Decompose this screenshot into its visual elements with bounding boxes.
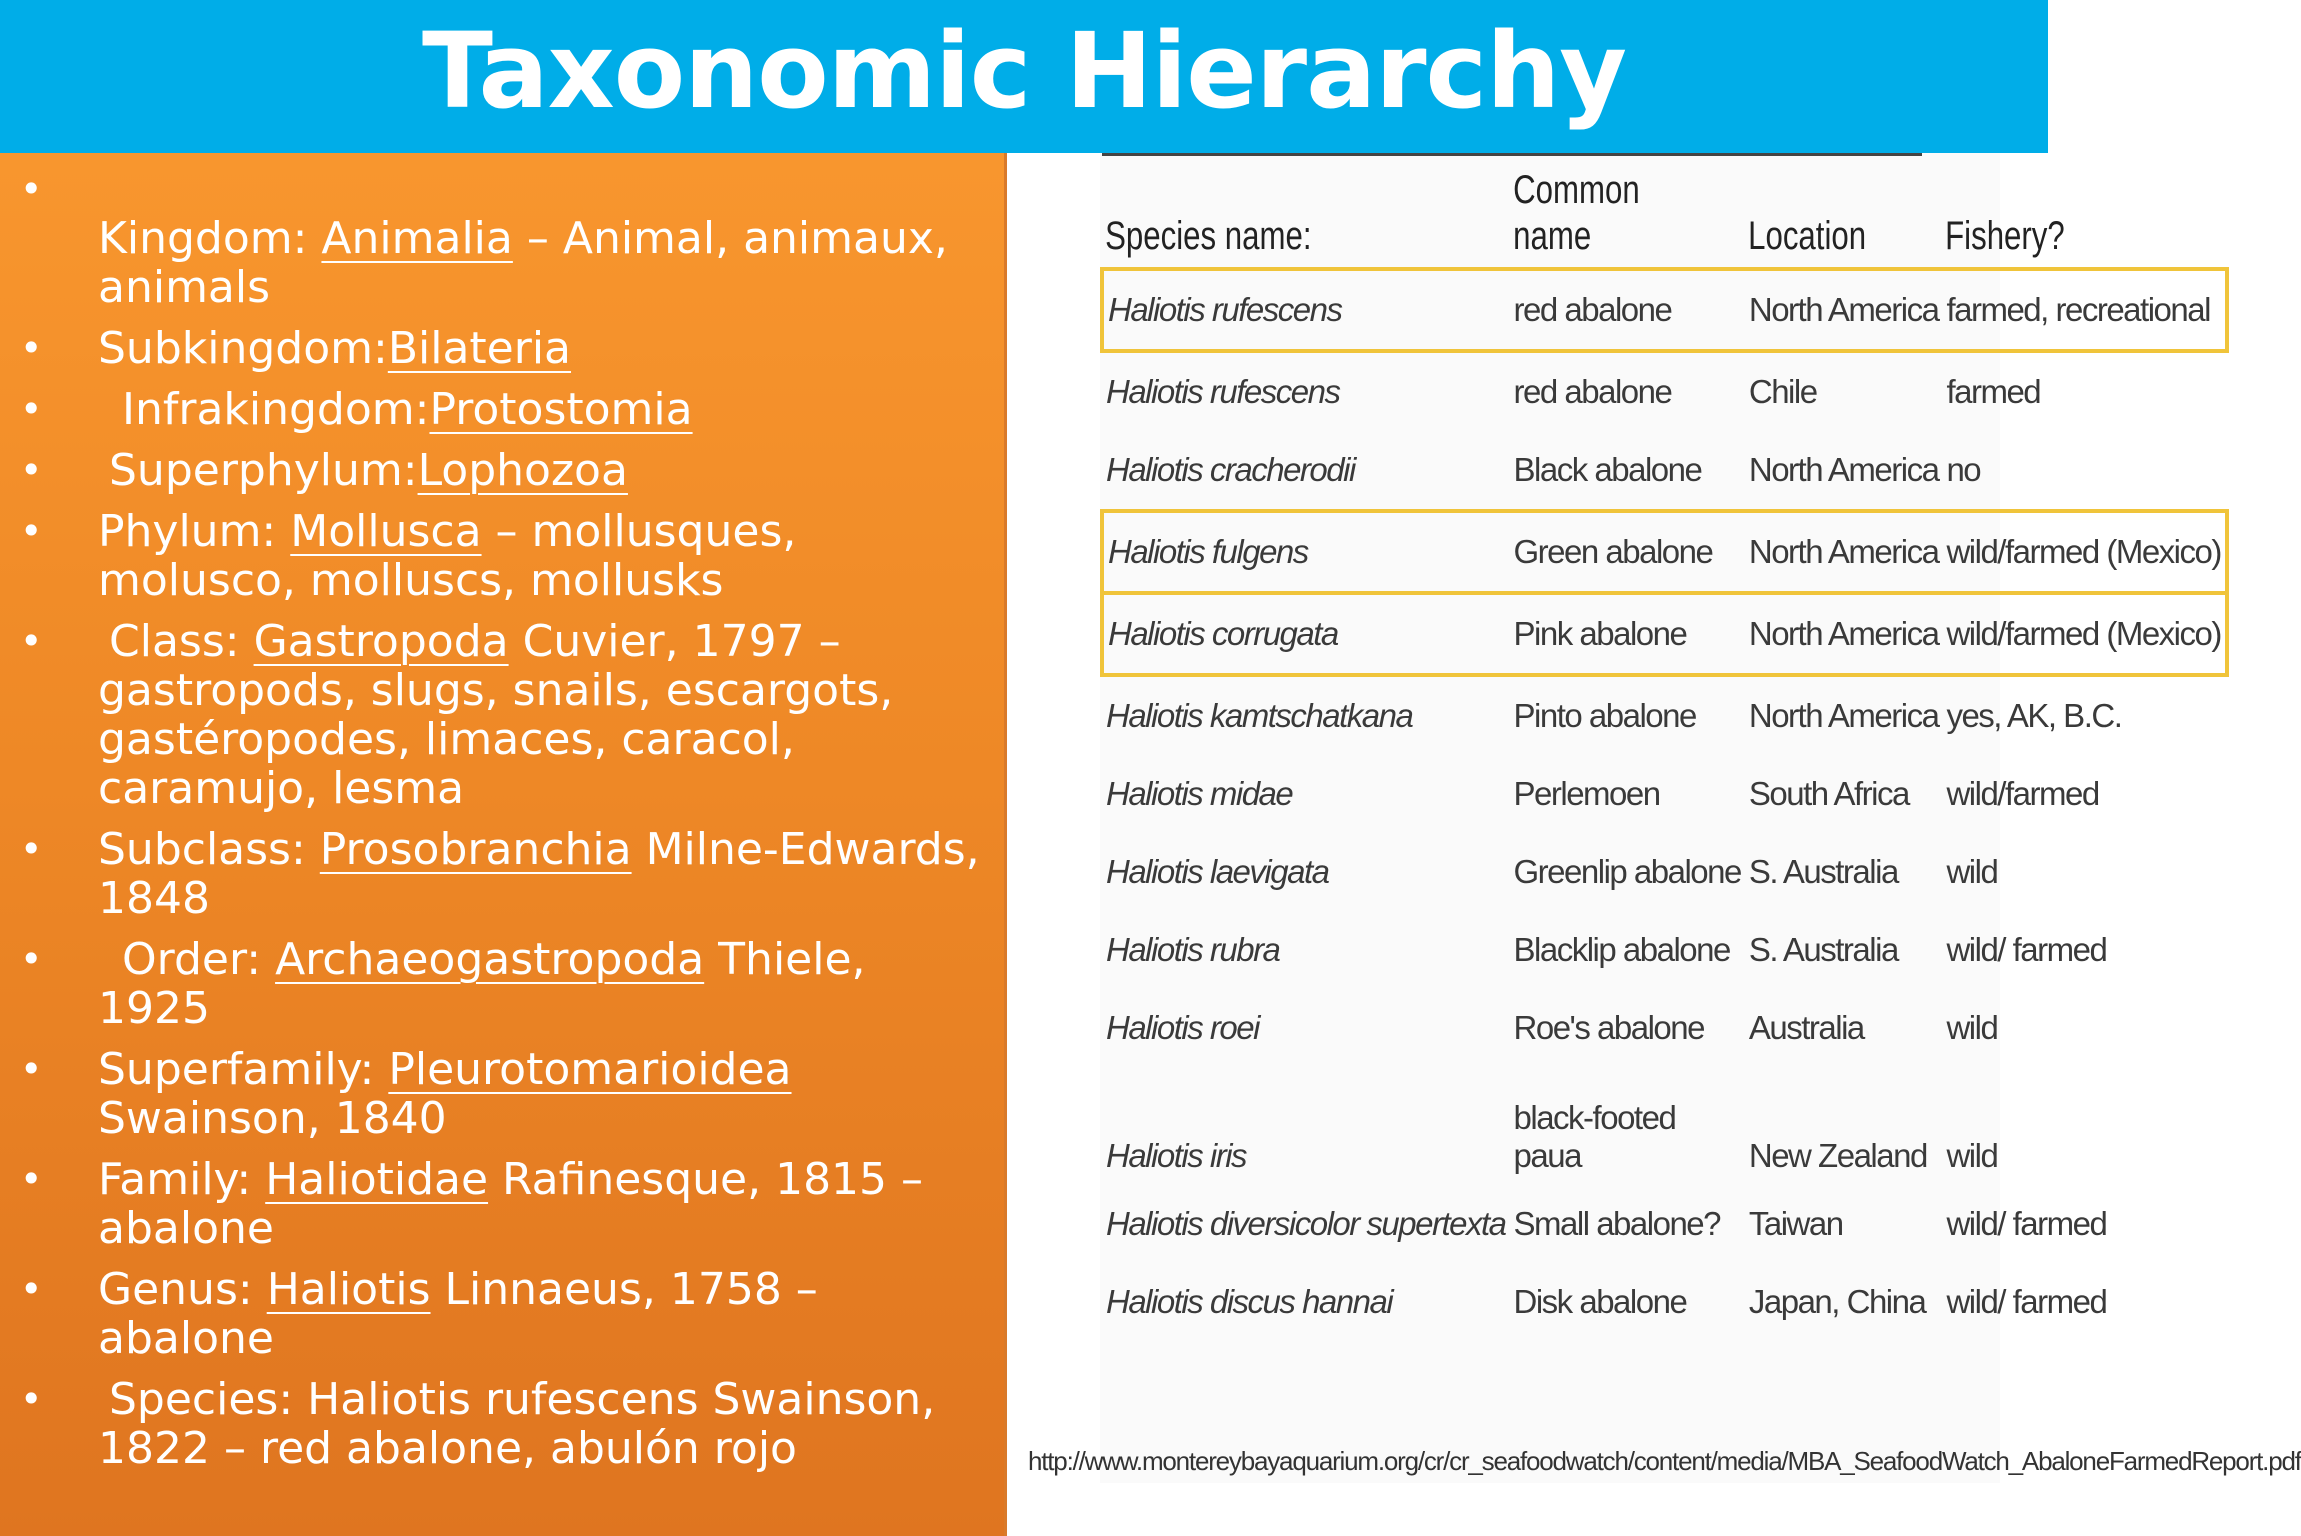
common-name-cell: Green abalone — [1510, 511, 1745, 593]
fishery-cell: farmed, recreational — [1942, 269, 2226, 351]
table-row — [1102, 833, 2227, 911]
header-fishery: Fishery? — [1942, 167, 2164, 269]
species-cell: Haliotis midae — [1106, 775, 1293, 812]
common-name-cell: Pink abalone — [1510, 593, 1745, 675]
table-body — [1102, 269, 2227, 1341]
table-row — [1102, 431, 2227, 511]
species-cell: Haliotis cracherodii — [1106, 451, 1355, 488]
common-name-cell: Small abalone? — [1513, 1205, 1721, 1242]
table-row — [1102, 593, 2227, 675]
rank-detail: – mollusques, molusco, molluscs, mollusks — [98, 506, 797, 606]
rank-detail: Cuvier, 1797 – gastropods, slugs, snails, escargots, gastéropodes, limaces, caracol, caramujo, lesma — [98, 616, 894, 814]
taxon-link[interactable]: Haliotidae — [265, 1154, 489, 1205]
table-top-rule — [1102, 153, 1922, 156]
fishery-cell: wild — [1946, 853, 1998, 890]
header-location: Location — [1745, 167, 1899, 269]
species-table — [1100, 167, 2229, 1341]
fishery-cell: wild — [1946, 1137, 1998, 1174]
fishery-cell: farmed — [1946, 373, 2041, 410]
table-row — [1102, 755, 2227, 833]
bullet-icon: • — [20, 619, 43, 663]
taxon-link[interactable]: Haliotis — [266, 1264, 431, 1315]
taxon-link[interactable]: Archaeogastropoda — [275, 934, 705, 985]
common-name-cell: red abalone — [1513, 373, 1672, 410]
location-cell: North America — [1745, 269, 1943, 351]
rank-detail: Linnaeus, 1758 – abalone — [98, 1264, 818, 1364]
fishery-cell: wild/ farmed — [1946, 1205, 2107, 1242]
table-row — [1102, 675, 2227, 755]
rank-label: Class: — [109, 616, 254, 667]
taxonomy-panel — [0, 153, 1007, 1536]
list-item-superphylum — [0, 446, 1000, 495]
taxon-link[interactable]: Mollusca — [290, 506, 482, 557]
fishery-cell: wild/farmed — [1946, 775, 2099, 812]
rank-detail: – Animal, animaux, animals — [98, 213, 948, 313]
common-name-cell: Disk abalone — [1513, 1283, 1687, 1320]
rank-label: Family: — [98, 1154, 266, 1205]
taxon-link[interactable]: Lophozoa — [417, 445, 628, 496]
bullet-icon: • — [20, 827, 43, 871]
list-item-order — [0, 935, 1000, 1033]
list-item-infrakingdom — [0, 385, 1000, 434]
location-cell: North America — [1748, 697, 1939, 734]
slide-title: Taxonomic Hierarchy — [421, 9, 1627, 132]
title-bar — [0, 0, 2048, 153]
location-cell: North America — [1745, 593, 1943, 675]
header-species: Species name: — [1102, 167, 1420, 269]
species-cell: Haliotis laevigata — [1106, 853, 1329, 890]
location-cell: South Africa — [1748, 775, 1909, 812]
species-cell: Haliotis kamtschatkana — [1106, 697, 1413, 734]
bullet-icon: • — [20, 448, 43, 492]
list-item-kingdom — [0, 165, 1000, 312]
table-row — [1102, 1185, 2227, 1263]
table-row — [1102, 269, 2227, 351]
common-name-cell: Greenlip abalone — [1513, 853, 1741, 890]
fishery-cell: yes, AK, B.C. — [1946, 697, 2122, 734]
bullet-icon: • — [20, 387, 43, 431]
fishery-cell: no — [1946, 451, 1981, 488]
location-cell: Australia — [1748, 1009, 1864, 1046]
species-cell: Haliotis rubra — [1106, 931, 1280, 968]
rank-label: Subclass: — [98, 824, 320, 875]
bullet-icon: • — [20, 509, 43, 553]
rank-label: Superfamily: — [98, 1044, 389, 1095]
list-item-family — [0, 1155, 1000, 1253]
fishery-cell: wild — [1946, 1009, 1998, 1046]
common-name-cell: Perlemoen — [1513, 775, 1660, 812]
fishery-cell: wild/ farmed — [1946, 931, 2107, 968]
rank-label: Infrakingdom: — [122, 384, 430, 435]
rank-detail: Thiele, 1925 — [98, 934, 866, 1034]
bullet-icon: • — [20, 1377, 43, 1421]
location-cell: Chile — [1748, 373, 1817, 410]
table-row — [1102, 1263, 2227, 1341]
rank-label: Kingdom: — [98, 213, 322, 264]
table-row — [1102, 989, 2227, 1067]
bullet-icon: • — [20, 1047, 43, 1091]
species-cell: Haliotis rufescens — [1106, 373, 1340, 410]
list-item-species — [0, 1375, 1000, 1473]
header-common-name: Common name — [1510, 167, 1694, 269]
list-item-phylum — [0, 507, 1000, 605]
location-cell: Taiwan — [1748, 1205, 1843, 1242]
species-cell: Haliotis roei — [1106, 1009, 1259, 1046]
species-cell: Haliotis rufescens — [1102, 269, 1510, 351]
bullet-icon: • — [20, 167, 43, 211]
taxon-link[interactable]: Protostomia — [429, 384, 693, 435]
species-cell: Haliotis iris — [1106, 1137, 1247, 1174]
rank-label: Subkingdom: — [98, 323, 388, 374]
common-name-cell: Black abalone — [1513, 451, 1702, 488]
list-item-class — [0, 617, 1000, 813]
fishery-cell: wild/farmed (Mexico) — [1942, 511, 2226, 593]
common-name-cell: Pinto abalone — [1513, 697, 1696, 734]
table-header-row — [1102, 167, 2227, 269]
location-cell: S. Australia — [1748, 853, 1898, 890]
common-name-cell: red abalone — [1510, 269, 1745, 351]
taxon-link[interactable]: Bilateria — [387, 323, 572, 374]
species-cell: Haliotis discus hannai — [1106, 1283, 1393, 1320]
location-cell: S. Australia — [1748, 931, 1898, 968]
taxon-link[interactable]: Pleurotomarioidea — [388, 1044, 792, 1095]
list-item-subkingdom — [0, 324, 1000, 373]
fishery-cell: wild/ farmed — [1946, 1283, 2107, 1320]
list-item-subclass — [0, 825, 1000, 923]
fishery-cell: wild/farmed (Mexico) — [1942, 593, 2226, 675]
rank-detail: Swainson, 1840 — [98, 1093, 447, 1144]
bullet-icon: • — [20, 937, 43, 981]
table-row — [1102, 511, 2227, 593]
rank-label: Species: Haliotis rufescens Swainson, 1822 – red abalone, abulón rojo — [98, 1374, 936, 1474]
location-cell: North America — [1748, 451, 1939, 488]
location-cell: Japan, China — [1748, 1283, 1926, 1320]
rank-detail: Rafinesque, 1815 – abalone — [98, 1154, 924, 1254]
bullet-icon: • — [20, 326, 43, 370]
common-name-cell: Roe's abalone — [1513, 1009, 1704, 1046]
taxon-link[interactable]: Animalia — [321, 213, 513, 264]
table-row — [1102, 351, 2227, 431]
list-item-genus — [0, 1265, 1000, 1363]
source-url: http://www.montereybayaquarium.org/cr/cr_seafoodwatch/content/media/MBA_SeafoodWatch_AbaloneFarmedReport.pdf — [1028, 1446, 2301, 1476]
list-item-superfamily — [0, 1045, 1000, 1143]
rank-label: Superphylum: — [109, 445, 418, 496]
rank-label: Phylum: — [98, 506, 291, 557]
species-cell: Haliotis diversicolor supertexta — [1106, 1205, 1506, 1242]
table-row — [1102, 911, 2227, 989]
rank-label: Order: — [122, 934, 276, 985]
taxon-link[interactable]: Prosobranchia — [319, 824, 632, 875]
taxon-link[interactable]: Gastropoda — [253, 616, 509, 667]
common-name-cell: black-footed paua — [1513, 1099, 1676, 1174]
bullet-icon: • — [20, 1267, 43, 1311]
species-table-image — [1100, 153, 2221, 1483]
bullet-icon: • — [20, 1157, 43, 1201]
location-cell: North America — [1745, 511, 1943, 593]
species-cell: Haliotis fulgens — [1102, 511, 1510, 593]
table-row — [1102, 1067, 2227, 1185]
rank-detail: Milne-Edwards, 1848 — [98, 824, 980, 924]
location-cell: New Zealand — [1748, 1137, 1927, 1174]
common-name-cell: Blacklip abalone — [1513, 931, 1730, 968]
species-cell: Haliotis corrugata — [1102, 593, 1510, 675]
rank-label: Genus: — [98, 1264, 267, 1315]
taxonomy-list — [0, 165, 1000, 1485]
